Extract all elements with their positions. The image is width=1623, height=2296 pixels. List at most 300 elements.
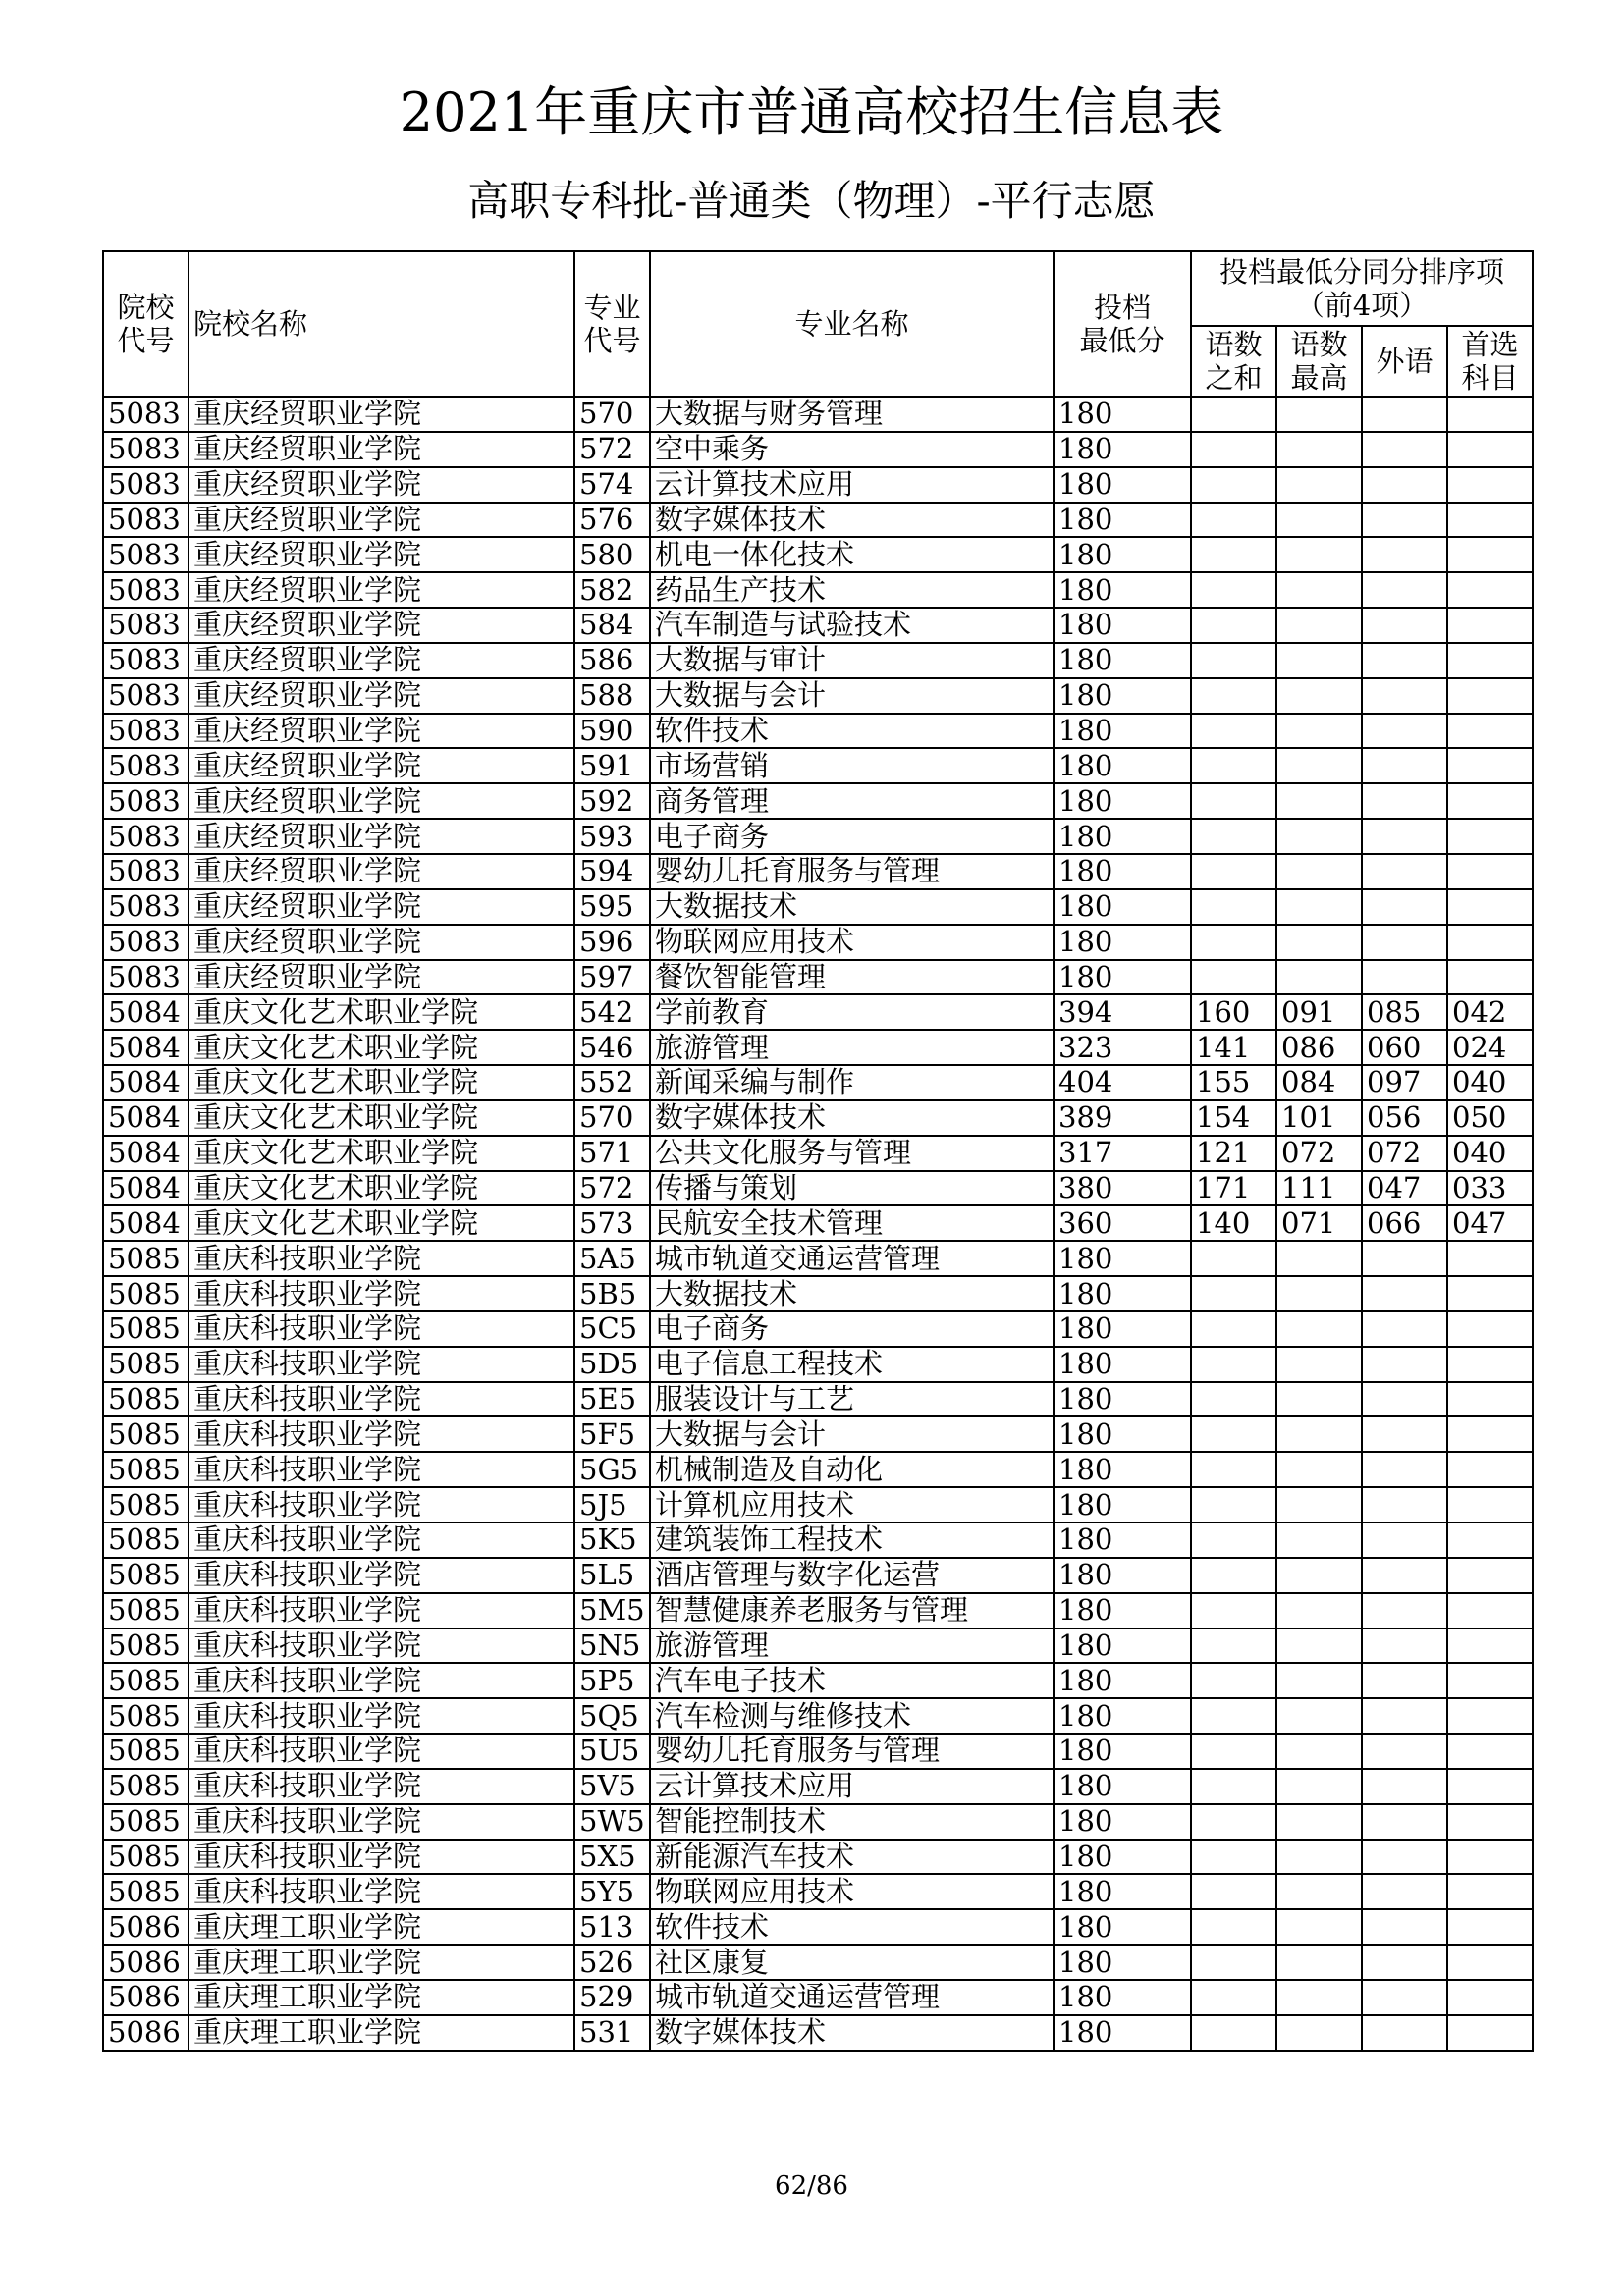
cell-school-name: 重庆经贸职业学院	[189, 643, 574, 678]
cell-major-name: 城市轨道交通运营管理	[650, 1980, 1054, 2015]
cell-major-name: 云计算技术应用	[650, 1769, 1054, 1804]
cell-major-name: 智能控制技术	[650, 1804, 1054, 1840]
table-row	[103, 2015, 1533, 2051]
cell-school-code: 5084	[103, 1030, 189, 1065]
cell-first-subject	[1447, 960, 1533, 995]
table-row	[103, 643, 1533, 678]
cell-foreign-language	[1362, 925, 1447, 960]
cell-min-score: 180	[1054, 960, 1191, 995]
cell-school-name: 重庆经贸职业学院	[189, 819, 574, 854]
cell-min-score: 180	[1054, 1593, 1191, 1629]
cell-first-subject	[1447, 925, 1533, 960]
cell-school-code: 5085	[103, 1663, 189, 1698]
admission-table	[102, 250, 1534, 2052]
cell-chinese-math-sum	[1191, 819, 1276, 854]
cell-first-subject	[1447, 1452, 1533, 1487]
cell-chinese-math-sum	[1191, 854, 1276, 889]
cell-chinese-math-max: 072	[1276, 1136, 1362, 1171]
cell-min-score: 180	[1054, 1804, 1191, 1840]
cell-first-subject	[1447, 889, 1533, 925]
cell-major-code: 5M5	[574, 1593, 650, 1629]
cell-major-code: 529	[574, 1980, 650, 2015]
cell-min-score: 180	[1054, 1874, 1191, 1909]
cell-first-subject	[1447, 678, 1533, 714]
page-number: 62/86	[775, 2171, 848, 2201]
cell-first-subject	[1447, 1522, 1533, 1558]
cell-school-name: 重庆科技职业学院	[189, 1734, 574, 1769]
cell-school-name: 重庆科技职业学院	[189, 1663, 574, 1698]
cell-chinese-math-sum	[1191, 503, 1276, 538]
cell-school-name: 重庆文化艺术职业学院	[189, 1205, 574, 1241]
cell-foreign-language: 056	[1362, 1100, 1447, 1136]
cell-foreign-language	[1362, 1276, 1447, 1311]
table-row	[103, 1136, 1533, 1171]
cell-chinese-math-sum: 160	[1191, 994, 1276, 1030]
cell-major-name: 商务管理	[650, 783, 1054, 819]
cell-chinese-math-sum: 154	[1191, 1100, 1276, 1136]
cell-first-subject: 033	[1447, 1171, 1533, 1206]
cell-foreign-language	[1362, 854, 1447, 889]
cell-school-name: 重庆经贸职业学院	[189, 608, 574, 643]
table-row	[103, 1698, 1533, 1734]
cell-foreign-language	[1362, 1734, 1447, 1769]
cell-school-code: 5085	[103, 1874, 189, 1909]
cell-school-code: 5085	[103, 1487, 189, 1522]
table-row	[103, 1909, 1533, 1945]
cell-school-name: 重庆经贸职业学院	[189, 537, 574, 572]
cell-major-code: 526	[574, 1945, 650, 1980]
cell-chinese-math-max	[1276, 1347, 1362, 1382]
header-major-name: 专业名称	[650, 251, 1054, 397]
cell-major-code: 593	[574, 819, 650, 854]
cell-major-code: 5U5	[574, 1734, 650, 1769]
cell-chinese-math-max	[1276, 819, 1362, 854]
cell-major-code: 570	[574, 397, 650, 432]
cell-major-code: 572	[574, 432, 650, 467]
cell-school-code: 5086	[103, 1909, 189, 1945]
cell-school-name: 重庆经贸职业学院	[189, 467, 574, 503]
cell-foreign-language	[1362, 1558, 1447, 1593]
cell-school-code: 5083	[103, 783, 189, 819]
cell-major-name: 物联网应用技术	[650, 1874, 1054, 1909]
table-row	[103, 1734, 1533, 1769]
cell-chinese-math-max	[1276, 1558, 1362, 1593]
cell-chinese-math-sum	[1191, 1241, 1276, 1276]
table-row	[103, 1945, 1533, 1980]
cell-first-subject	[1447, 1382, 1533, 1417]
table-row	[103, 1663, 1533, 1698]
cell-chinese-math-max	[1276, 1382, 1362, 1417]
cell-school-name: 重庆文化艺术职业学院	[189, 1136, 574, 1171]
cell-major-code: 5K5	[574, 1522, 650, 1558]
cell-school-code: 5086	[103, 1980, 189, 2015]
cell-chinese-math-max	[1276, 1487, 1362, 1522]
cell-school-name: 重庆经贸职业学院	[189, 503, 574, 538]
cell-major-name: 机械制造及自动化	[650, 1452, 1054, 1487]
table-row	[103, 1276, 1533, 1311]
cell-min-score: 180	[1054, 1698, 1191, 1734]
cell-major-name: 酒店管理与数字化运营	[650, 1558, 1054, 1593]
cell-chinese-math-sum	[1191, 1980, 1276, 2015]
cell-major-name: 旅游管理	[650, 1030, 1054, 1065]
cell-foreign-language	[1362, 397, 1447, 432]
cell-chinese-math-max	[1276, 678, 1362, 714]
cell-min-score: 180	[1054, 1311, 1191, 1347]
header-tiebreak-group: 投档最低分同分排序项 （前4项）	[1191, 251, 1533, 326]
cell-first-subject	[1447, 748, 1533, 783]
cell-major-code: 5X5	[574, 1840, 650, 1875]
cell-school-code: 5085	[103, 1416, 189, 1452]
cell-chinese-math-sum	[1191, 1909, 1276, 1945]
table-row	[103, 1629, 1533, 1664]
cell-school-code: 5084	[103, 1100, 189, 1136]
cell-min-score: 317	[1054, 1136, 1191, 1171]
cell-major-code: 591	[574, 748, 650, 783]
cell-chinese-math-max	[1276, 1804, 1362, 1840]
cell-chinese-math-max	[1276, 1734, 1362, 1769]
cell-foreign-language	[1362, 1698, 1447, 1734]
cell-major-name: 电子商务	[650, 819, 1054, 854]
cell-min-score: 180	[1054, 2015, 1191, 2051]
cell-chinese-math-max	[1276, 748, 1362, 783]
table-row	[103, 432, 1533, 467]
cell-first-subject	[1447, 503, 1533, 538]
cell-major-name: 公共文化服务与管理	[650, 1136, 1054, 1171]
table-row	[103, 503, 1533, 538]
cell-foreign-language	[1362, 1629, 1447, 1664]
cell-first-subject	[1447, 783, 1533, 819]
cell-major-name: 大数据与会计	[650, 678, 1054, 714]
cell-chinese-math-sum	[1191, 925, 1276, 960]
cell-school-name: 重庆科技职业学院	[189, 1241, 574, 1276]
cell-first-subject: 050	[1447, 1100, 1533, 1136]
table-row	[103, 467, 1533, 503]
page-subtitle: 高职专科批-普通类（物理）-平行志愿	[467, 177, 1156, 225]
cell-school-name: 重庆理工职业学院	[189, 1909, 574, 1945]
cell-school-name: 重庆科技职业学院	[189, 1347, 574, 1382]
cell-first-subject	[1447, 1558, 1533, 1593]
cell-major-code: 5J5	[574, 1487, 650, 1522]
cell-major-code: 5P5	[574, 1663, 650, 1698]
cell-chinese-math-max	[1276, 1698, 1362, 1734]
cell-school-name: 重庆科技职业学院	[189, 1452, 574, 1487]
cell-min-score: 180	[1054, 1276, 1191, 1311]
cell-school-code: 5084	[103, 1065, 189, 1100]
cell-major-name: 软件技术	[650, 714, 1054, 749]
cell-chinese-math-sum	[1191, 432, 1276, 467]
cell-first-subject	[1447, 1416, 1533, 1452]
cell-major-name: 汽车检测与维修技术	[650, 1698, 1054, 1734]
cell-chinese-math-sum	[1191, 1804, 1276, 1840]
table-row	[103, 1558, 1533, 1593]
cell-school-name: 重庆科技职业学院	[189, 1487, 574, 1522]
table-row	[103, 1840, 1533, 1875]
cell-major-code: 590	[574, 714, 650, 749]
cell-school-code: 5083	[103, 819, 189, 854]
cell-school-code: 5083	[103, 714, 189, 749]
table-row	[103, 714, 1533, 749]
cell-major-name: 城市轨道交通运营管理	[650, 1241, 1054, 1276]
cell-school-code: 5085	[103, 1452, 189, 1487]
cell-school-code: 5085	[103, 1382, 189, 1417]
cell-chinese-math-max	[1276, 1840, 1362, 1875]
cell-major-code: 513	[574, 1909, 650, 1945]
cell-school-code: 5086	[103, 1945, 189, 1980]
table-row	[103, 1452, 1533, 1487]
cell-school-name: 重庆科技职业学院	[189, 1522, 574, 1558]
cell-chinese-math-sum	[1191, 889, 1276, 925]
cell-school-code: 5085	[103, 1840, 189, 1875]
cell-school-code: 5083	[103, 925, 189, 960]
cell-major-code: 5A5	[574, 1241, 650, 1276]
cell-foreign-language: 060	[1362, 1030, 1447, 1065]
cell-major-code: 542	[574, 994, 650, 1030]
cell-school-name: 重庆科技职业学院	[189, 1558, 574, 1593]
cell-chinese-math-sum	[1191, 1945, 1276, 1980]
cell-chinese-math-max	[1276, 1593, 1362, 1629]
cell-chinese-math-sum	[1191, 608, 1276, 643]
cell-school-code: 5084	[103, 1171, 189, 1206]
cell-foreign-language	[1362, 1241, 1447, 1276]
cell-foreign-language	[1362, 432, 1447, 467]
table-row	[103, 819, 1533, 854]
cell-min-score: 180	[1054, 537, 1191, 572]
header-min-score: 投档 最低分	[1054, 251, 1191, 397]
cell-school-code: 5085	[103, 1629, 189, 1664]
cell-school-code: 5083	[103, 572, 189, 608]
cell-school-code: 5085	[103, 1769, 189, 1804]
cell-chinese-math-max	[1276, 1311, 1362, 1347]
cell-min-score: 180	[1054, 1629, 1191, 1664]
cell-first-subject	[1447, 1840, 1533, 1875]
cell-chinese-math-sum	[1191, 1663, 1276, 1698]
cell-chinese-math-sum	[1191, 1698, 1276, 1734]
cell-chinese-math-max	[1276, 1452, 1362, 1487]
cell-min-score: 180	[1054, 1909, 1191, 1945]
cell-chinese-math-max	[1276, 608, 1362, 643]
cell-first-subject: 042	[1447, 994, 1533, 1030]
cell-foreign-language	[1362, 503, 1447, 538]
cell-first-subject	[1447, 1593, 1533, 1629]
cell-first-subject	[1447, 1945, 1533, 1980]
cell-chinese-math-sum	[1191, 783, 1276, 819]
cell-chinese-math-sum	[1191, 1769, 1276, 1804]
cell-min-score: 180	[1054, 1347, 1191, 1382]
cell-chinese-math-sum	[1191, 714, 1276, 749]
cell-school-name: 重庆经贸职业学院	[189, 783, 574, 819]
cell-min-score: 180	[1054, 1452, 1191, 1487]
cell-school-name: 重庆理工职业学院	[189, 1945, 574, 1980]
cell-min-score: 180	[1054, 1840, 1191, 1875]
cell-major-code: 5W5	[574, 1804, 650, 1840]
cell-foreign-language	[1362, 643, 1447, 678]
cell-chinese-math-max	[1276, 1276, 1362, 1311]
cell-min-score: 180	[1054, 1416, 1191, 1452]
cell-first-subject: 047	[1447, 1205, 1533, 1241]
header-first-subject: 首选 科目	[1447, 326, 1533, 397]
cell-foreign-language	[1362, 1347, 1447, 1382]
cell-major-code: 580	[574, 537, 650, 572]
cell-major-code: 594	[574, 854, 650, 889]
cell-foreign-language: 047	[1362, 1171, 1447, 1206]
cell-major-name: 计算机应用技术	[650, 1487, 1054, 1522]
cell-chinese-math-sum	[1191, 537, 1276, 572]
cell-school-code: 5083	[103, 889, 189, 925]
cell-first-subject	[1447, 643, 1533, 678]
cell-chinese-math-sum	[1191, 678, 1276, 714]
cell-foreign-language	[1362, 1769, 1447, 1804]
cell-min-score: 180	[1054, 1980, 1191, 2015]
cell-school-name: 重庆科技职业学院	[189, 1276, 574, 1311]
cell-foreign-language	[1362, 1980, 1447, 2015]
table-row	[103, 854, 1533, 889]
table-row	[103, 572, 1533, 608]
cell-school-code: 5083	[103, 432, 189, 467]
cell-min-score: 180	[1054, 643, 1191, 678]
cell-first-subject: 040	[1447, 1065, 1533, 1100]
header-school-name: 院校名称	[189, 251, 574, 397]
table-row	[103, 1241, 1533, 1276]
cell-chinese-math-max	[1276, 1980, 1362, 2015]
cell-min-score: 404	[1054, 1065, 1191, 1100]
cell-min-score: 180	[1054, 432, 1191, 467]
cell-school-name: 重庆经贸职业学院	[189, 889, 574, 925]
cell-school-code: 5083	[103, 397, 189, 432]
cell-chinese-math-sum	[1191, 1874, 1276, 1909]
cell-school-name: 重庆经贸职业学院	[189, 678, 574, 714]
cell-major-name: 市场营销	[650, 748, 1054, 783]
cell-first-subject	[1447, 1241, 1533, 1276]
cell-major-code: 592	[574, 783, 650, 819]
table-row	[103, 397, 1533, 432]
cell-foreign-language	[1362, 678, 1447, 714]
cell-first-subject: 024	[1447, 1030, 1533, 1065]
cell-major-code: 576	[574, 503, 650, 538]
cell-chinese-math-sum	[1191, 1487, 1276, 1522]
cell-min-score: 180	[1054, 783, 1191, 819]
cell-major-name: 软件技术	[650, 1909, 1054, 1945]
cell-foreign-language	[1362, 889, 1447, 925]
cell-min-score: 180	[1054, 572, 1191, 608]
cell-foreign-language	[1362, 608, 1447, 643]
cell-foreign-language	[1362, 1416, 1447, 1452]
cell-first-subject	[1447, 1874, 1533, 1909]
cell-chinese-math-max	[1276, 1769, 1362, 1804]
cell-major-code: 596	[574, 925, 650, 960]
cell-first-subject	[1447, 432, 1533, 467]
cell-min-score: 180	[1054, 608, 1191, 643]
cell-first-subject	[1447, 1769, 1533, 1804]
cell-chinese-math-sum	[1191, 1558, 1276, 1593]
cell-major-name: 数字媒体技术	[650, 1100, 1054, 1136]
cell-major-name: 大数据技术	[650, 889, 1054, 925]
cell-school-code: 5085	[103, 1241, 189, 1276]
cell-school-name: 重庆文化艺术职业学院	[189, 1171, 574, 1206]
cell-chinese-math-sum: 155	[1191, 1065, 1276, 1100]
cell-major-name: 建筑装饰工程技术	[650, 1522, 1054, 1558]
cell-first-subject	[1447, 1629, 1533, 1664]
cell-major-name: 婴幼儿托育服务与管理	[650, 854, 1054, 889]
cell-min-score: 180	[1054, 889, 1191, 925]
cell-major-code: 5B5	[574, 1276, 650, 1311]
cell-school-name: 重庆科技职业学院	[189, 1311, 574, 1347]
cell-chinese-math-max	[1276, 889, 1362, 925]
cell-major-name: 大数据与会计	[650, 1416, 1054, 1452]
cell-school-name: 重庆经贸职业学院	[189, 432, 574, 467]
cell-foreign-language	[1362, 714, 1447, 749]
cell-foreign-language	[1362, 960, 1447, 995]
cell-major-name: 大数据与审计	[650, 643, 1054, 678]
cell-chinese-math-max: 071	[1276, 1205, 1362, 1241]
cell-chinese-math-sum	[1191, 1840, 1276, 1875]
cell-foreign-language	[1362, 748, 1447, 783]
cell-chinese-math-max: 101	[1276, 1100, 1362, 1136]
cell-major-code: 5L5	[574, 1558, 650, 1593]
cell-chinese-math-max	[1276, 1909, 1362, 1945]
cell-foreign-language	[1362, 783, 1447, 819]
cell-chinese-math-sum	[1191, 1452, 1276, 1487]
cell-chinese-math-max: 084	[1276, 1065, 1362, 1100]
cell-chinese-math-sum	[1191, 1416, 1276, 1452]
cell-major-code: 546	[574, 1030, 650, 1065]
cell-foreign-language	[1362, 1311, 1447, 1347]
cell-school-code: 5084	[103, 994, 189, 1030]
cell-foreign-language	[1362, 1909, 1447, 1945]
cell-school-name: 重庆科技职业学院	[189, 1874, 574, 1909]
cell-chinese-math-sum	[1191, 397, 1276, 432]
cell-chinese-math-sum: 140	[1191, 1205, 1276, 1241]
cell-school-code: 5085	[103, 1311, 189, 1347]
cell-min-score: 180	[1054, 1487, 1191, 1522]
cell-min-score: 360	[1054, 1205, 1191, 1241]
table-row	[103, 1769, 1533, 1804]
cell-chinese-math-max	[1276, 1945, 1362, 1980]
cell-school-name: 重庆科技职业学院	[189, 1416, 574, 1452]
cell-school-name: 重庆科技职业学院	[189, 1629, 574, 1664]
cell-min-score: 180	[1054, 1769, 1191, 1804]
cell-school-code: 5085	[103, 1347, 189, 1382]
header-foreign-language: 外语	[1362, 326, 1447, 397]
cell-school-name: 重庆科技职业学院	[189, 1593, 574, 1629]
cell-major-name: 智慧健康养老服务与管理	[650, 1593, 1054, 1629]
cell-major-name: 社区康复	[650, 1945, 1054, 1980]
table-row	[103, 1065, 1533, 1100]
header-chinese-math-max: 语数 最高	[1276, 326, 1362, 397]
cell-major-name: 新能源汽车技术	[650, 1840, 1054, 1875]
cell-chinese-math-max	[1276, 537, 1362, 572]
cell-min-score: 180	[1054, 467, 1191, 503]
cell-first-subject	[1447, 1804, 1533, 1840]
cell-first-subject: 040	[1447, 1136, 1533, 1171]
cell-min-score: 180	[1054, 1558, 1191, 1593]
cell-major-code: 595	[574, 889, 650, 925]
cell-school-code: 5085	[103, 1698, 189, 1734]
cell-foreign-language	[1362, 572, 1447, 608]
cell-chinese-math-sum	[1191, 748, 1276, 783]
cell-first-subject	[1447, 714, 1533, 749]
cell-major-name: 婴幼儿托育服务与管理	[650, 1734, 1054, 1769]
cell-chinese-math-sum	[1191, 1593, 1276, 1629]
cell-chinese-math-max	[1276, 1663, 1362, 1698]
cell-min-score: 180	[1054, 714, 1191, 749]
cell-chinese-math-sum	[1191, 467, 1276, 503]
cell-first-subject	[1447, 819, 1533, 854]
cell-major-name: 汽车电子技术	[650, 1663, 1054, 1698]
cell-chinese-math-sum	[1191, 1734, 1276, 1769]
cell-school-name: 重庆科技职业学院	[189, 1382, 574, 1417]
cell-min-score: 180	[1054, 1945, 1191, 1980]
cell-first-subject	[1447, 1663, 1533, 1698]
